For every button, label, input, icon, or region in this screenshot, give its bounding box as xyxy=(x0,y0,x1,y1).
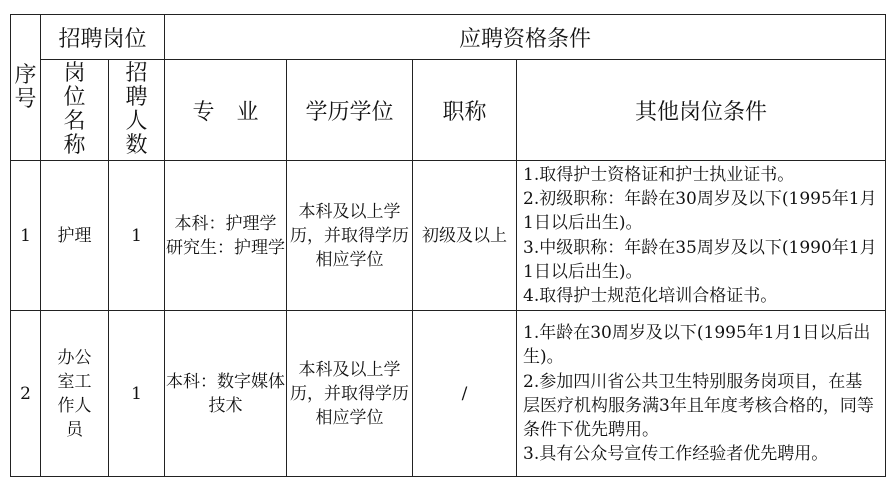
row-count: 1 xyxy=(109,161,165,311)
condition-item: 1.取得护士资格证和护士执业证书。 xyxy=(523,165,795,185)
row-seq: 2 xyxy=(11,311,41,477)
condition-item: 3.中级职称：年龄在35周岁及以下(1990年1月1日以后出生)。 xyxy=(523,237,877,282)
header-major: 专 业 xyxy=(165,60,287,161)
row-title: / xyxy=(413,311,517,477)
condition-item: 3.具有公众号宣传工作经验者优先聘用。 xyxy=(523,444,829,465)
header-education: 学历学位 xyxy=(287,60,413,161)
header-seq-no xyxy=(11,15,41,161)
row-count: 1 xyxy=(109,311,165,477)
header-position-group: 招聘岗位 xyxy=(41,15,165,60)
header-headcount xyxy=(109,60,165,161)
row-position xyxy=(41,311,109,477)
header-qualification-group: 应聘资格条件 xyxy=(165,15,886,60)
header-position-name-label: 岗位名称 xyxy=(63,61,86,158)
header-other: 其他岗位条件 xyxy=(517,60,886,161)
header-title: 职称 xyxy=(413,60,517,161)
condition-item: 1.年龄在30周岁及以下(1995年1月1日以后出生)。 xyxy=(523,323,871,368)
row-education: 本科及以上学历，并取得学历相应学位 xyxy=(287,161,413,311)
row-major-line: 研究生：护理学 xyxy=(166,237,286,258)
row-conditions xyxy=(517,311,886,477)
condition-item: 2.初级职称：年龄在30周岁及以下(1995年1月1日以后出生)。 xyxy=(523,189,877,234)
row-major xyxy=(165,161,287,311)
recruitment-table xyxy=(10,14,886,477)
row-title: 初级及以上 xyxy=(413,161,517,311)
row-position: 护理 xyxy=(41,161,109,311)
table-row xyxy=(11,311,886,477)
condition-item: 2.参加四川省公共卫生特别服务岗项目，在基层医疗机构服务满3年且年度考核合格的，同等条件下优先聘用。 xyxy=(523,371,874,440)
row-major-line: 本科：护理学 xyxy=(174,213,277,234)
row-education: 本科及以上学历，并取得学历相应学位 xyxy=(287,311,413,477)
header-seq-no-label: 序号 xyxy=(14,62,37,112)
row-position-label: 办公室工作人员 xyxy=(57,347,92,440)
header-position-name xyxy=(41,60,109,161)
header-headcount-label: 招聘人数 xyxy=(125,61,148,158)
row-major xyxy=(165,311,287,477)
row-conditions xyxy=(517,161,886,311)
condition-item: 4.取得护士规范化培训合格证书。 xyxy=(523,286,778,307)
row-major-line: 本科：数字媒体技术 xyxy=(166,371,286,416)
row-seq: 1 xyxy=(11,161,41,311)
table-row xyxy=(11,161,886,311)
